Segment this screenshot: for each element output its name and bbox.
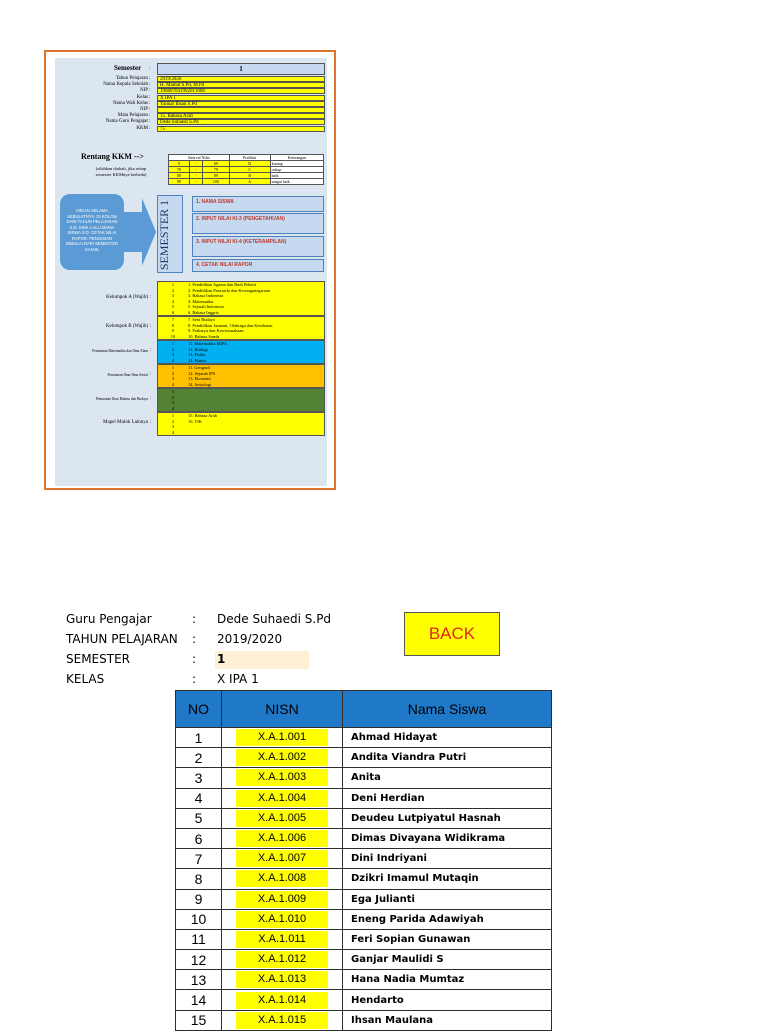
header-no: NO bbox=[176, 691, 222, 728]
student-nisn[interactable]: X.A.1.010 bbox=[236, 911, 328, 928]
kkm-cell[interactable]: 69 bbox=[202, 161, 229, 167]
class-info-value: X IPA 1 bbox=[217, 672, 259, 686]
subject-name: 10. Bahasa Sunda bbox=[188, 333, 220, 339]
subject-number: 3 bbox=[171, 293, 175, 298]
student-row[interactable] bbox=[176, 909, 552, 929]
subject-number: 1 bbox=[171, 341, 175, 346]
student-no: 7 bbox=[176, 849, 222, 869]
student-name[interactable]: Ganjar Maulidi S bbox=[343, 950, 552, 970]
student-table-header bbox=[176, 691, 552, 728]
student-nisn-cell bbox=[222, 889, 343, 909]
student-nisn-cell bbox=[222, 929, 343, 949]
student-nisn-cell bbox=[222, 788, 343, 808]
colon: : bbox=[149, 76, 151, 81]
subject-group-label: Mapel Mulok Lainnya bbox=[103, 420, 148, 425]
subject-number: 9 bbox=[171, 328, 175, 333]
header-nama-siswa: Nama Siswa bbox=[343, 691, 552, 728]
student-row[interactable] bbox=[176, 788, 552, 808]
student-row[interactable] bbox=[176, 990, 552, 1010]
colon: : bbox=[150, 348, 152, 353]
subject-number: 2 bbox=[171, 287, 175, 293]
subject-number: 6 bbox=[171, 309, 175, 315]
callout-text: ISIKAN SELAMA SEBULATNYA, DI KOLOM DARI TAHUN PELAJARAN S.D. KKM. LALU MAMA SISWA S.D. CETAK NILAI RAPOR. PENGISIAN DIMULAI DARI SEMESTER GANJIL bbox=[65, 208, 119, 252]
student-row[interactable] bbox=[176, 768, 552, 788]
kkm-header-interval: Interval Nilai bbox=[169, 155, 230, 161]
subject-number: 1 bbox=[171, 282, 175, 287]
form-field-label: Nama Wali Kelas bbox=[112, 100, 148, 106]
student-no: 2 bbox=[176, 748, 222, 768]
form-field-label: NIP bbox=[139, 106, 148, 112]
subject-name: 14. Kimia bbox=[188, 357, 206, 363]
subject-group-mapel-mulok bbox=[56, 412, 326, 436]
kkm-cell[interactable]: 89 bbox=[202, 173, 229, 179]
colon: : bbox=[192, 672, 197, 686]
student-name[interactable]: Ihsan Maulana bbox=[343, 1010, 552, 1030]
student-row[interactable] bbox=[176, 728, 552, 748]
student-row[interactable] bbox=[176, 748, 552, 768]
colon: : bbox=[150, 372, 152, 377]
form-field-value[interactable]: H. Mamat S.Pd, M.Pd bbox=[157, 82, 325, 88]
form-field-value[interactable]: 2019/2020 bbox=[157, 76, 325, 82]
subject-number: 5 bbox=[171, 304, 175, 309]
colon: : bbox=[149, 66, 151, 71]
student-nisn-cell bbox=[222, 728, 343, 748]
kkm-row bbox=[169, 179, 324, 185]
subject-name: 4. Matematika bbox=[188, 298, 214, 304]
kkm-cell: kurang bbox=[270, 161, 323, 167]
kkm-cell[interactable]: - bbox=[189, 173, 202, 179]
menu-input-ki4-button[interactable]: 3. INPUT NILAI KI-4 (KETERAMPILAN) bbox=[192, 236, 324, 257]
kkm-cell[interactable]: 90 bbox=[169, 179, 190, 185]
subject-name: 9. Prakarya dan Kewirausahaan bbox=[188, 328, 244, 333]
student-name[interactable]: Dzikri Imamul Mutaqin bbox=[343, 869, 552, 889]
subject-group-label: Kelompok A (Wajib) bbox=[106, 294, 148, 300]
subject-name: 1. Pendidikan Agama dan Budi Pekerti bbox=[188, 282, 257, 287]
student-nisn[interactable]: X.A.1.009 bbox=[236, 891, 328, 908]
student-nisn-cell bbox=[222, 768, 343, 788]
subject-number: 7 bbox=[171, 317, 175, 322]
subject-group-label: Kelompok B (Wajib) bbox=[105, 324, 148, 329]
semester-label: Semester bbox=[114, 64, 142, 72]
student-no: 10 bbox=[176, 909, 222, 929]
subject-name: 15. Bahasa Arab bbox=[188, 413, 217, 418]
kkm-header-keterangan: Keterangan bbox=[270, 155, 323, 161]
colon: : bbox=[149, 106, 151, 112]
class-info-label: Guru Pengajar bbox=[66, 612, 152, 626]
student-no: 9 bbox=[176, 889, 222, 909]
subject-number: 4 bbox=[171, 357, 175, 363]
colon: : bbox=[149, 94, 151, 100]
student-nisn[interactable]: X.A.1.005 bbox=[236, 810, 328, 827]
class-info-value[interactable]: 1 bbox=[217, 652, 226, 666]
subject-number: 1 bbox=[171, 389, 175, 394]
student-name[interactable]: Ega Julianti bbox=[343, 889, 552, 909]
subject-group-kelompok-b bbox=[56, 316, 326, 340]
student-name[interactable]: Feri Sopian Gunawan bbox=[343, 929, 552, 949]
student-no: 12 bbox=[176, 950, 222, 970]
subject-name: 6. Bahasa Inggris bbox=[188, 309, 219, 315]
student-no: 8 bbox=[176, 869, 222, 889]
form-field-label: KKM bbox=[136, 125, 148, 131]
subject-number: 3 bbox=[171, 376, 175, 381]
subject-row[interactable] bbox=[158, 334, 324, 340]
form-field-row bbox=[56, 126, 326, 132]
student-row[interactable] bbox=[176, 950, 552, 970]
student-nisn[interactable]: X.A.1.006 bbox=[236, 830, 328, 847]
student-row[interactable] bbox=[176, 808, 552, 828]
subject-number: 10 bbox=[170, 333, 176, 339]
header-nisn: NISN bbox=[222, 691, 343, 728]
subject-name: 12. Biologi bbox=[188, 346, 208, 352]
back-button[interactable]: BACK bbox=[404, 612, 500, 656]
subject-number: 2 bbox=[171, 394, 175, 400]
student-nisn-cell bbox=[222, 849, 343, 869]
subject-number: 3 bbox=[171, 400, 175, 405]
student-row[interactable] bbox=[176, 869, 552, 889]
student-table bbox=[175, 690, 552, 1031]
student-row[interactable] bbox=[176, 889, 552, 909]
kkm-header-row bbox=[169, 155, 324, 161]
student-nisn-cell bbox=[222, 909, 343, 929]
form-field-value[interactable]: Dede Suhaedi S.Pd bbox=[157, 119, 325, 125]
subject-name: 11. Geografi bbox=[188, 365, 211, 370]
kkm-cell[interactable]: 70 bbox=[169, 167, 190, 173]
subject-number: 4 bbox=[171, 405, 175, 411]
colon: : bbox=[149, 125, 151, 131]
student-name[interactable]: Deni Herdian bbox=[343, 788, 552, 808]
kkm-cell: baik bbox=[270, 173, 323, 179]
menu-input-ki3-button[interactable]: 2. INPUT NILAI KI-3 (PENGETAHUAN) bbox=[192, 213, 324, 234]
instruction-callout bbox=[58, 192, 158, 272]
student-no: 5 bbox=[176, 808, 222, 828]
kkm-note: (silahkan diubah, jika setiap semester KKMnya berbeda) bbox=[95, 166, 147, 177]
form-field-value[interactable] bbox=[157, 107, 325, 113]
student-name[interactable]: Hendarto bbox=[343, 990, 552, 1010]
student-nisn-cell bbox=[222, 828, 343, 848]
colon: : bbox=[150, 420, 152, 425]
kkm-cell[interactable]: D bbox=[229, 161, 270, 167]
colon: : bbox=[149, 82, 151, 88]
subject-number: 8 bbox=[171, 322, 175, 328]
student-nisn[interactable]: X.A.1.008 bbox=[236, 870, 328, 887]
student-row[interactable] bbox=[176, 970, 552, 990]
student-nisn[interactable]: X.A.1.002 bbox=[236, 749, 328, 766]
kkm-title: Rentang KKM --> bbox=[81, 152, 144, 161]
subject-group-peminatan-bahasa bbox=[56, 388, 326, 412]
student-nisn[interactable]: X.A.1.011 bbox=[236, 931, 328, 948]
student-nisn-cell bbox=[222, 808, 343, 828]
kkm-cell[interactable]: - bbox=[189, 179, 202, 185]
subject-row[interactable] bbox=[158, 406, 324, 412]
subject-group-peminatan-ips bbox=[56, 364, 326, 388]
student-name[interactable]: Deudeu Lutpiyatul Hasnah bbox=[343, 808, 552, 828]
subject-name: 13. Ekonomi bbox=[188, 376, 211, 381]
subject-row[interactable] bbox=[158, 358, 324, 364]
subject-list bbox=[157, 388, 325, 412]
form-field-label: Tahun Pelajaran bbox=[115, 76, 148, 81]
kkm-cell[interactable]: C bbox=[229, 167, 270, 173]
kkm-cell[interactable]: A bbox=[229, 179, 270, 185]
menu-nama-siswa-button[interactable]: 1. NAMA SISWA bbox=[192, 196, 324, 212]
student-row[interactable] bbox=[176, 849, 552, 869]
subject-number: 4 bbox=[171, 298, 175, 304]
kkm-cell[interactable]: - bbox=[189, 167, 202, 173]
student-nisn-cell bbox=[222, 970, 343, 990]
form-field-label: Mata Pelajaran bbox=[117, 113, 148, 119]
semester-highlight bbox=[215, 651, 309, 669]
student-nisn[interactable]: X.A.1.001 bbox=[236, 729, 328, 746]
kkm-cell[interactable]: 79 bbox=[202, 167, 229, 173]
kkm-cell[interactable]: B bbox=[229, 173, 270, 179]
student-no: 11 bbox=[176, 929, 222, 949]
kkm-cell[interactable]: 100 bbox=[202, 179, 229, 185]
colon: : bbox=[149, 88, 151, 94]
subject-name: 12. Sejarah IPS bbox=[188, 370, 216, 376]
subject-groups bbox=[56, 281, 326, 436]
student-no: 3 bbox=[176, 768, 222, 788]
subject-name: 3. Bahasa Indonesia bbox=[188, 293, 224, 298]
student-name[interactable]: Hana Nadia Mumtaz bbox=[343, 970, 552, 990]
student-no: 13 bbox=[176, 970, 222, 990]
subject-number: 4 bbox=[171, 429, 175, 435]
colon: : bbox=[150, 324, 152, 329]
semester-value-cell[interactable]: 1 bbox=[157, 63, 325, 75]
kkm-header-predikat: Predikat bbox=[229, 155, 270, 161]
form-field-label: Nama Kepala Sekolah bbox=[103, 82, 148, 88]
subject-row[interactable] bbox=[158, 310, 324, 316]
colon: : bbox=[192, 612, 197, 626]
kkm-cell[interactable]: 80 bbox=[169, 173, 190, 179]
form-field-value[interactable]: 75 bbox=[157, 126, 325, 132]
colon: : bbox=[192, 632, 197, 646]
kkm-cell: cukup bbox=[270, 167, 323, 173]
colon: : bbox=[149, 119, 151, 125]
student-row[interactable] bbox=[176, 828, 552, 848]
menu-cetak-rapor-button[interactable]: 4. CETAK NILAI RAPOR bbox=[192, 259, 324, 272]
subject-list bbox=[157, 340, 325, 364]
subject-row[interactable] bbox=[158, 430, 324, 436]
form-field-value[interactable]: 15. Bahasa Arab bbox=[157, 113, 325, 119]
subject-name: 16. TIK bbox=[188, 418, 202, 424]
subject-number: 1 bbox=[171, 413, 175, 418]
student-name[interactable]: Dini Indriyani bbox=[343, 849, 552, 869]
subject-number: 3 bbox=[171, 352, 175, 357]
kkm-table bbox=[168, 154, 324, 185]
subject-number: 4 bbox=[171, 381, 175, 387]
student-no: 15 bbox=[176, 1010, 222, 1030]
student-name[interactable]: Eneng Parida Adawiyah bbox=[343, 909, 552, 929]
student-nisn[interactable]: X.A.1.013 bbox=[236, 971, 328, 988]
subject-number: 2 bbox=[171, 370, 175, 376]
student-nisn-cell bbox=[222, 950, 343, 970]
student-row[interactable] bbox=[176, 1010, 552, 1030]
student-row[interactable] bbox=[176, 929, 552, 949]
colon: : bbox=[149, 113, 151, 119]
subject-list bbox=[157, 412, 325, 436]
form-field-value[interactable]: Yanuar Ihsan S.Pd bbox=[157, 101, 325, 107]
student-name[interactable]: Andita Viandra Putri bbox=[343, 748, 552, 768]
class-info-label: TAHUN PELAJARAN bbox=[66, 632, 178, 646]
colon: : bbox=[149, 100, 151, 106]
colon: : bbox=[150, 294, 152, 300]
class-info-value: Dede Suhaedi S.Pd bbox=[217, 612, 332, 626]
student-nisn-cell bbox=[222, 990, 343, 1010]
class-info-label: KELAS bbox=[66, 672, 105, 686]
subject-group-kelompok-a bbox=[56, 281, 326, 316]
student-name[interactable]: Ahmad Hidayat bbox=[343, 728, 552, 748]
subject-group-label: Peminatan Ilmu Bahasa dan Budaya bbox=[95, 397, 148, 401]
student-nisn[interactable]: X.A.1.014 bbox=[236, 992, 328, 1009]
form-field-label: Kelas bbox=[136, 94, 148, 100]
subject-number: 2 bbox=[171, 418, 175, 424]
kkm-cell[interactable]: - bbox=[189, 161, 202, 167]
student-nisn[interactable]: X.A.1.015 bbox=[236, 1012, 328, 1029]
subject-group-label: Peminatan Matematika dan Ilmu Alam bbox=[92, 349, 148, 353]
subject-number: 1 bbox=[171, 365, 175, 370]
student-name[interactable]: Dimas Divayana Widikrama bbox=[343, 828, 552, 848]
form-field-value[interactable]: 196807041992011008 bbox=[157, 88, 325, 94]
subject-row[interactable] bbox=[158, 382, 324, 388]
subject-name: 5. Sejarah Indonesia bbox=[188, 304, 224, 309]
student-name[interactable]: Anita bbox=[343, 768, 552, 788]
subject-list bbox=[157, 364, 325, 388]
subject-list bbox=[157, 316, 325, 340]
form-field-label: NIP bbox=[139, 88, 148, 94]
student-no: 1 bbox=[176, 728, 222, 748]
kkm-cell: sangat baik bbox=[270, 179, 323, 185]
form-field-value[interactable]: X IPA 1 bbox=[157, 95, 325, 101]
subject-name: 8. Pendidikan Jasmani, Olahraga dan Kesehatan bbox=[188, 322, 273, 328]
subject-name: 14. Sosiologi bbox=[188, 381, 212, 387]
kkm-cell[interactable]: 0 bbox=[169, 161, 190, 167]
student-nisn-cell bbox=[222, 748, 343, 768]
class-info-value: 2019/2020 bbox=[217, 632, 283, 646]
student-no: 14 bbox=[176, 990, 222, 1010]
subject-group-label: Peminatan Ilmu-Ilmu Sosial bbox=[107, 373, 148, 377]
form-fields bbox=[56, 76, 326, 132]
subject-name: 7. Seni Budaya bbox=[188, 317, 215, 322]
student-nisn[interactable]: X.A.1.007 bbox=[236, 850, 328, 867]
student-nisn-cell bbox=[222, 1010, 343, 1030]
colon: : bbox=[192, 652, 197, 666]
subject-list bbox=[157, 281, 325, 316]
student-nisn-cell bbox=[222, 869, 343, 889]
subject-number: 3 bbox=[171, 424, 175, 429]
student-no: 6 bbox=[176, 828, 222, 848]
student-no: 4 bbox=[176, 788, 222, 808]
subject-name: 13. Fisika bbox=[188, 352, 206, 357]
colon: : bbox=[150, 396, 152, 401]
student-nisn[interactable]: X.A.1.004 bbox=[236, 790, 328, 807]
semester-vertical-box bbox=[157, 195, 183, 273]
student-nisn[interactable]: X.A.1.003 bbox=[236, 769, 328, 786]
subject-number: 2 bbox=[171, 346, 175, 352]
form-field-label: Nama Guru Pengajar bbox=[105, 119, 148, 125]
student-nisn[interactable]: X.A.1.012 bbox=[236, 951, 328, 968]
subject-group-peminatan-mipa bbox=[56, 340, 326, 364]
subject-name: 11. Matematika MIPA bbox=[188, 341, 228, 346]
subject-name: 2. Pendidikan Pancasila dan Kewarganegaraan bbox=[188, 287, 270, 293]
class-info-label: SEMESTER bbox=[66, 652, 131, 666]
semester-vertical-text: SEMESTER 1 bbox=[157, 199, 171, 271]
